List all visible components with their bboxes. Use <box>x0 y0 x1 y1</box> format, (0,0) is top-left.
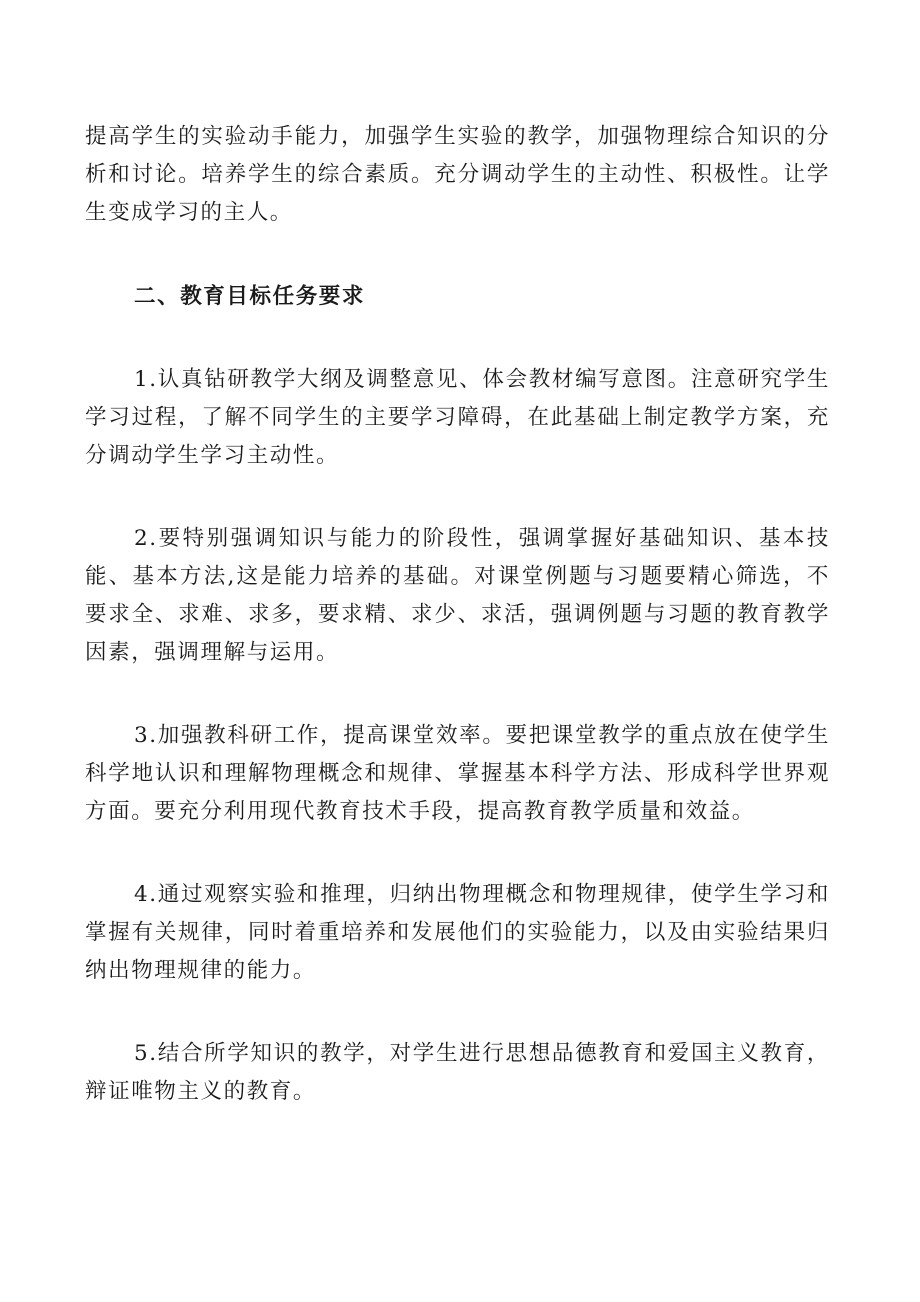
list-item-5: 5.结合所学知识的教学，对学生进行思想品德教育和爱国主义教育，辩证唯物主义的教育。 <box>85 1041 830 1104</box>
intro-paragraph: 提高学生的实验动手能力，加强学生实验的教学，加强物理综合知识的分析和讨论。培养学生的综合素质。充分调动学生的主动性、积极性。让学生变成学习的主人。 <box>85 124 830 225</box>
section-heading: 二、教育目标任务要求 <box>134 284 366 309</box>
document-page <box>85 118 830 1111</box>
list-item-2: 2.要特别强调知识与能力的阶段性，强调掌握好基础知识、基本技能、基本方法,这是能力培养的基础。对课堂例题与习题要精心筛选，不要求全、求难、求多，要求精、求少、求活，强调例题与习题的教育教学因素，强调理解与运用。 <box>85 526 830 665</box>
list-item-3: 3.加强教科研工作，提高课堂效率。要把课堂教学的重点放在使学生科学地认识和理解物理概念和规律、掌握基本科学方法、形成科学世界观方面。要充分利用现代教育技术手段，提高教育教学质量和效益。 <box>85 723 830 824</box>
list-item-1: 1.认真钻研教学大纲及调整意见、体会教材编写意图。注意研究学生学习过程，了解不同学生的主要学习障碍，在此基础上制定教学方案，充分调动学生学习主动性。 <box>85 367 830 468</box>
list-item-4: 4.通过观察实验和推理，归纳出物理概念和物理规律，使学生学习和掌握有关规律，同时着重培养和发展他们的实验能力，以及由实验结果归纳出物理规律的能力。 <box>85 882 830 983</box>
